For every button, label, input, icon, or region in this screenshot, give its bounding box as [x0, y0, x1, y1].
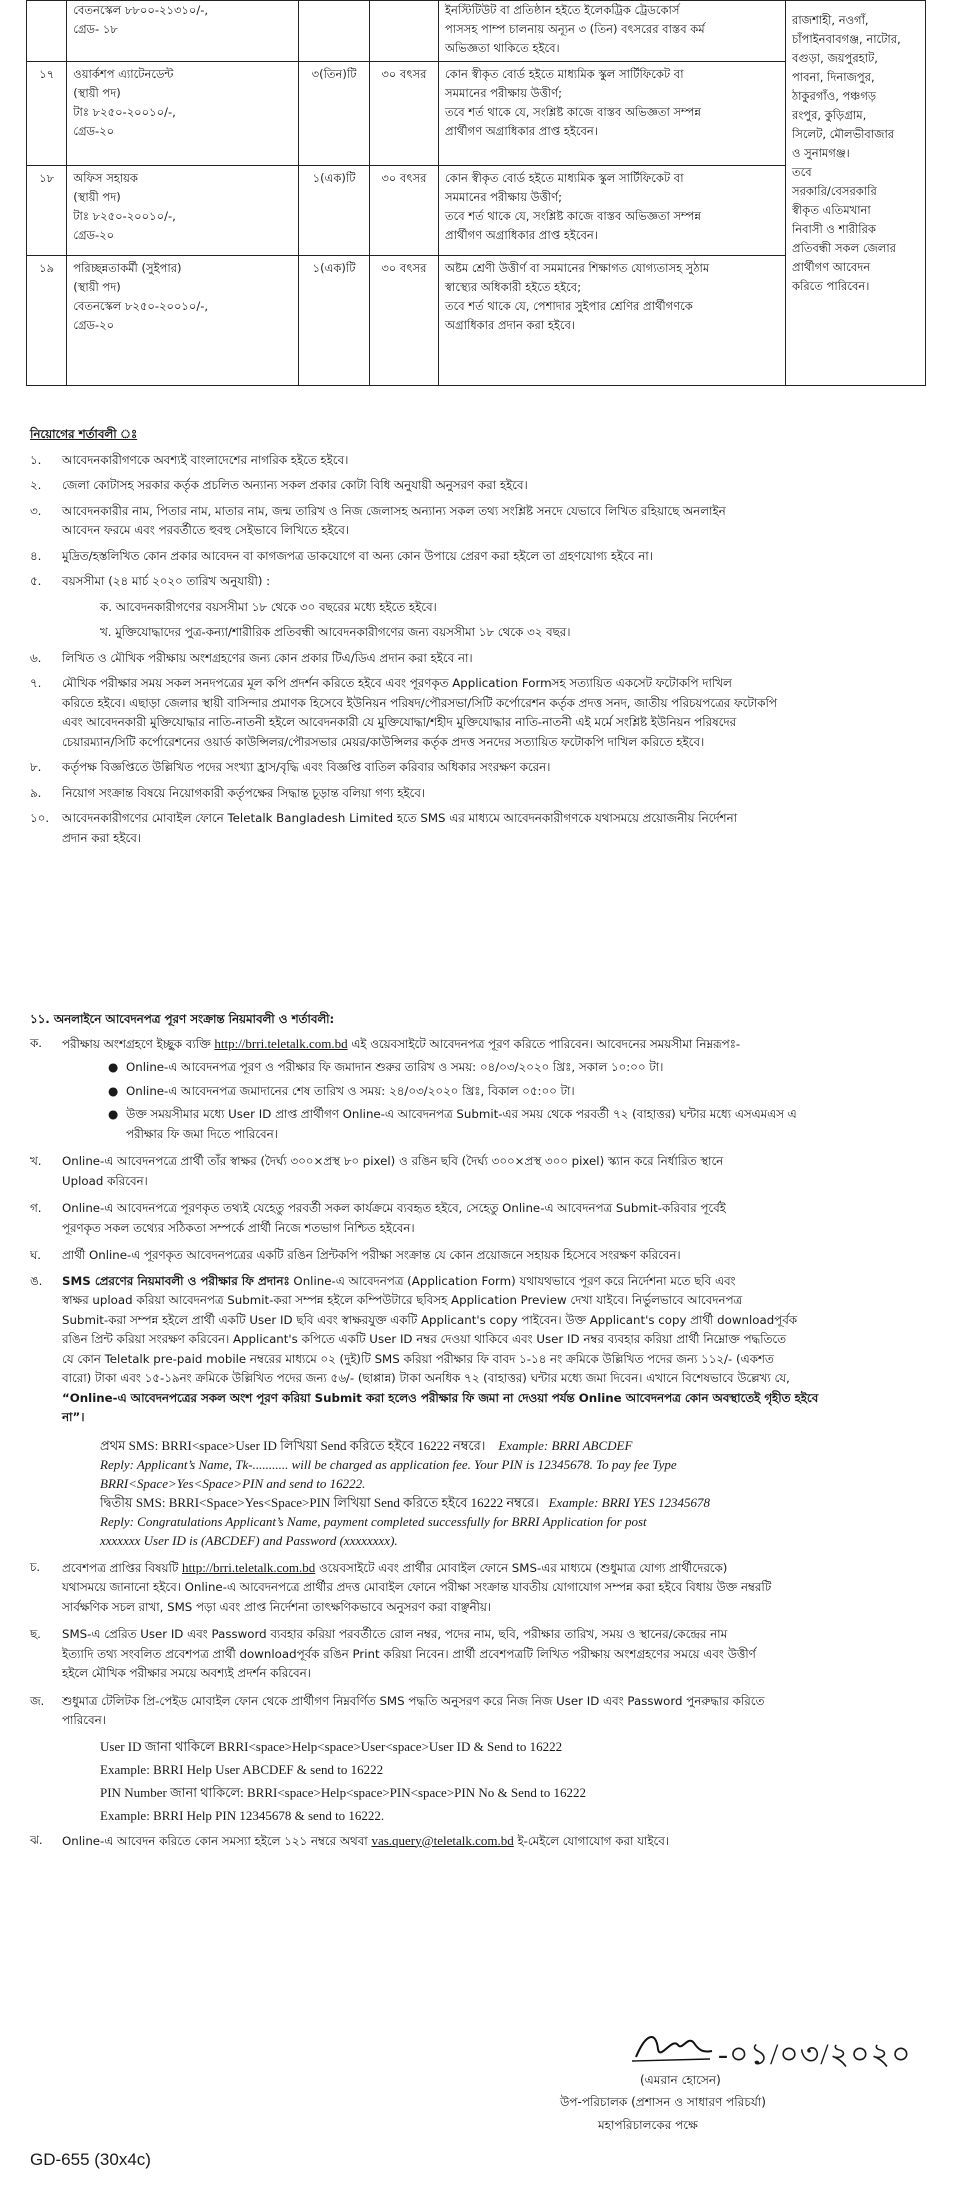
- condition-item: ৮. কর্তৃপক্ষ বিজ্ঞপ্তিতে উল্লিখিত পদের সংখ্যা হ্রাস/বৃদ্ধি এবং বিজ্ঞপ্তি বাতিল করিবার অধিকার সংরক্ষণ করেন।: [30, 760, 551, 774]
- schedule-bullet: ● Online-এ আবেদনপত্র পূরণ ও পরীক্ষার ফি জমাদান শুরুর তারিখ ও সময়: ০৪/০৩/২০২০ খ্রিঃ, সকাল ১০:০০ টা।: [30, 1058, 910, 1078]
- signature-date: -০১/০৩/২০২০: [718, 2038, 912, 2071]
- post-name-cell: অফিস সহায়ক (স্থায়ী পদ) টাঃ ৮২৫০-২০০১০/-, গ্রেড-২০: [67, 166, 299, 256]
- qty-cell: ৩(তিন)টি: [299, 62, 369, 166]
- post-name-cell: ওয়ার্কশপ এ্যাটেনডেন্ট (স্থায়ী পদ) টাঃ ৮২৫০-২০০১০/-, গ্রেড-২০: [67, 62, 299, 166]
- conditions-section: [30, 425, 910, 848]
- bullet-icon: ●: [108, 1060, 119, 1074]
- online-item-ga: গ. Online-এ আবেদনপত্রে পূরণকৃত তথ্যই যেহেতু পরবর্তী সকল কার্যক্রমে ব্যবহৃত হইবে, সেহেতু Online-এ আবেদনপত্র Submit-করিবার পূর্বেই পূরণকৃত সকল তথ্যের সঠিকতা সম্পর্কে প্রার্থী নিজে শতভাগ নিশ্চিত হইবেন।: [30, 1201, 726, 1235]
- sl-cell: ১৯: [27, 256, 67, 386]
- qualification-cell: কোন স্বীকৃত বোর্ড হইতে মাধ্যমিক স্কুল সার্টিফিকেট বা সমমানের পরীক্ষায় উত্তীর্ণ; তবে শর্ত থাকে যে, সংশ্লিষ্ট কাজে বাস্তব অভিজ্ঞতা সম্পন্ন প্রার্থীগণ অগ্রাধিকার প্রাপ্ত হইবেন।: [439, 62, 786, 166]
- online-item-gha: ঘ. প্রার্থী Online-এ পূরণকৃত আবেদনপত্রের একটি রঙিন প্রিন্টকপি পরীক্ষা সংক্রান্ত যে কোন প্রয়োজনে সহায়ক হিসেবে সংরক্ষণ করিবেন।: [30, 1248, 681, 1262]
- qualification-cell: অষ্টম শ্রেণী উত্তীর্ণ বা সমমানের শিক্ষাগত যোগ্যতাসহ সুঠাম স্বাস্থ্যের অধিকারী হইতে হইবে; তবে শর্ত থাকে যে, পেশাদার সুইপার শ্রেণির প্রার্থীগণকে অগ্রাধিকার প্রদান করা হইবে।: [439, 256, 786, 386]
- age-cell: [369, 1, 438, 62]
- online-item-ja: জ. শুধুমাত্র টেলিটক প্রি-পেইড মোবাইল ফোন থেকে প্রার্থীগণ নিম্নবর্ণিত SMS পদ্ধতি অনুসরণ করে নিজ নিজ User ID এবং Password পুনরুদ্ধার করিতে পারিবেন।: [30, 1693, 765, 1727]
- qualification-cell: কোন স্বীকৃত বোর্ড হইতে মাধ্যমিক স্কুল সার্টিফিকেট বা সমমানের পরীক্ষায় উত্তীর্ণ; তবে শর্ত থাকে যে, সংশ্লিষ্ট কাজে বাস্তব অভিজ্ঞতা সম্পন্ন প্রার্থীগণ অগ্রাধিকার প্রাপ্ত হইবেন।: [439, 166, 786, 256]
- age-cell: ৩০ বৎসর: [369, 166, 438, 256]
- post-name-cell: বেতনস্কেল ৮৮০০-২১৩১০/-, গ্রেড- ১৮: [67, 1, 299, 62]
- sms-first-reply: Reply: Applicant’s Name, Tk-........... will be charged as application fee. Your PIN is 12345678. To pay fee Type BRRI<Space>Yes<Space>PIN and send to 16222.: [100, 1456, 677, 1491]
- sms-second-reply: Reply: Congratulations Applicant’s Name, payment completed successfully for BRRI Application for post xxxxxxx User ID is (ABCDEF) and Password (xxxxxxxx).: [100, 1513, 647, 1548]
- age-cell: ৩০ বৎসর: [369, 256, 438, 386]
- signatory-on-behalf: মহাপরিচালকের পক্ষে: [598, 2118, 698, 2132]
- sl-cell: ১৭: [27, 62, 67, 166]
- bullet-icon: ●: [108, 1083, 119, 1098]
- online-item-jha: ঝ. Online-এ আবেদন করিতে কোন সমস্যা হইলে ১২১ নম্বরে অথবা vas.query@teletalk.com.bd ই-মেইলে যোগাযোগ করা যাইবে।: [30, 1832, 670, 1848]
- age-limit-b: খ. মুক্তিযোদ্ধাদের পুত্র-কন্যা/শারীরিক প্রতিবন্ধী আবেদনকারীগণের জন্য বয়সসীমা ১৮ থেকে ৩২ বছর।: [100, 625, 571, 639]
- sms-first: প্রথম SMS: BRRI<space>User ID লিখিয়া Send করিতে হইবে 16222 নম্বরে। Example: BRRI ABCDEF: [100, 1437, 633, 1453]
- signatory-title: উপ-পরিচালক (প্রশাসন ও সাধারণ পরিচর্যা): [560, 2095, 766, 2109]
- condition-item: ৫. বয়সসীমা (২৪ মার্চ ২০২০ তারিখ অনুযায়ী) :: [30, 574, 271, 588]
- qty-cell: ১(এক)টি: [299, 166, 369, 256]
- signatory-name: (এমরান হোসেন): [640, 2073, 721, 2087]
- gd-code: GD-655 (30x4c): [30, 2150, 151, 2169]
- schedule-bullet: ● Online-এ আবেদনপত্র জমাদানের শেষ তারিখ ও সময়: ২৪/০৩/২০২০ খ্রিঃ, বিকাল ০৫:০০ টা।: [30, 1082, 910, 1102]
- schedule-bullet: ● উক্ত সময়সীমার মধ্যে User ID প্রাপ্ত প্রার্থীগণ Online-এ আবেদনপত্র Submit-এর সময় থেকে পরবর্তী ৭২ (বাহাত্তর) ঘন্টার মধ্যে এসএমএস এ পরীক্ষার ফি জমা দিতে পারিবেন।: [108, 1107, 797, 1141]
- support-email-link[interactable]: vas.query@teletalk.com.bd: [371, 1832, 514, 1848]
- district-cell: রাজশাহী, নওগাঁ, চাঁপাইনবাবগঞ্জ, নাটোর, বগুড়া, জয়পুরহাট, পাবনা, দিনাজপুর, ঠাকুরগাঁও, পঞ্চগড় রংপুর, কুড়িগ্রাম, সিলেট, মৌলভীবাজার ও সুনামগঞ্জ। তবে সরকারি/বেসরকারি স্বীকৃত এতিমখানা নিবাসী ও শারীরিক প্রতিবন্ধী সকল জেলার প্রার্থীগণ আবেদন করিতে পারিবেন।: [786, 1, 926, 386]
- condition-item: ৭. মৌখিক পরীক্ষার সময় সকল সনদপত্রের মূল কপি প্রদর্শন করিতে হইবে এবং পূরণকৃত Application Formসহ সত্যায়িত একসেট ফটোকপি দাখিল করিতে হইবে। এছাড়া জেলার স্থায়ী বাসিন্দার প্রমাণক হিসেবে ইউনিয়ন পরিষদ/পৌরসভা/সিটি কর্পোরেশন কর্তৃক প্রদত্ত সনদ, জাতীয় পরিচয়পত্রের ফটোকপি এবং আবেদনকারী মুক্তিযোদ্ধার নাতি-নাতনী হইলে আবেদনকারী যে মুক্তিযোদ্ধা/শহীদ মুক্তিযোদ্ধার নাতি-নাতনী এই মর্মে সংশ্লিষ্ট ইউনিয়ন পরিষদের চেয়ারম্যান/সিটি কর্পোরেশনের ওয়ার্ড কাউন্সিলর/পৌরসভার মেয়র/কাউন্সিলর কর্তৃক প্রদত্ত সনদের সত্যায়িত ফটোকপি দাখিল করিতে হইবে।: [30, 676, 777, 749]
- sms-second: দ্বিতীয় SMS: BRRI<Space>Yes<Space>PIN লিখিয়া Send করিতে হইবে 16222 নম্বরে। Example: BRRI YES 12345678: [100, 1494, 710, 1510]
- table-row: [27, 1, 926, 62]
- sl-cell: [27, 1, 67, 62]
- condition-item: ৪. মুদ্রিত/হস্তলিখিত কোন প্রকার আবেদন বা কাগজপত্র ডাকযোগে বা অন্য কোন উপায়ে প্রেরণ করা হইলে তা গ্রহণযোগ্য হইবে না।: [30, 548, 653, 563]
- condition-item: ৩. আবেদনকারীর নাম, পিতার নাম, মাতার নাম, জন্ম তারিখ ও নিজ জেলাসহ অন্যান্য সকল তথ্য সংশ্লিষ্ট সনদে যেভাবে লিখিত রহিয়াছে অনলাইন আবেদন ফরমে এবং পরবর্তীতে হুবহু সেইভাবে লিখিতে হইবে।: [30, 503, 726, 537]
- condition-item: ৬. লিখিত ও মৌখিক পরীক্ষায় অংশগ্রহণের জন্য কোন প্রকার টিএ/ডিএ প্রদান করা হইবে না।: [30, 650, 473, 665]
- posts-table: [26, 0, 926, 386]
- website-link[interactable]: http://brri.teletalk.com.bd: [214, 1035, 348, 1051]
- bullet-icon: ●: [108, 1107, 119, 1121]
- age-limit-a: ক. আবেদনকারীগণের বয়সসীমা ১৮ থেকে ৩০ বছরের মধ্যে হইতে হইবে।: [100, 599, 437, 614]
- online-item-kha: খ. Online-এ আবেদনপত্রে প্রার্থী তাঁর স্বাক্ষর (দৈর্ঘ্য ৩০০×প্রস্থ ৮০ pixel) ও রঙিন ছবি (দৈর্ঘ্য ৩০০×প্রস্থ ৩০০ pixel) স্ক্যান করে নির্ধারিত স্থানে Upload করিবেন।: [30, 1154, 724, 1188]
- condition-item: ২. জেলা কোটাসহ সরকার কর্তৃক প্রচলিত অন্যান্য সকল প্রকার কোটা বিধি অনুযায়ী অনুসরণ করা হইবে।: [30, 478, 528, 492]
- recovery-sms: User ID জানা থাকিলে BRRI<space>Help<space>User<space>User ID & Send to 16222 Example: BRRI Help User ABCDEF & send to 16222 PIN Number জানা থাকিলে: BRRI<space>Help<space>PIN<space>PIN No & Send to 16222 Example: BRRI Help PIN 12345678 & send to 16222.: [100, 1738, 586, 1823]
- sl-cell: ১৮: [27, 166, 67, 256]
- online-item-cha: চ. প্রবেশপত্র প্রাপ্তির বিষয়টি http://brri.teletalk.com.bd ওয়েবসাইটে এবং প্রার্থীর মোবাইল ফোনে SMS-এর মাধ্যমে (শুধুমাত্র যোগ্য প্রার্থীদেরকে) যথাসময়ে জানানো হইবে। Online-এ আবেদনপত্রে প্রার্থীর প্রদত্ত মোবাইল ফোনে পরীক্ষা সংক্রান্ত যাবতীয় যোগাযোগ সম্পন্ন করা হইবে বিধায় উক্ত নম্বরটি সার্বক্ষণিক সচল রাখা, SMS পড়া এবং প্রাপ্ত নির্দেশনা তাৎক্ষণিকভাবে অনুসরণ করা বাঞ্ছনীয়।: [30, 1559, 772, 1614]
- age-cell: ৩০ বৎসর: [369, 62, 438, 166]
- qty-cell: ১(এক)টি: [299, 256, 369, 386]
- online-heading: ১১. অনলাইনে আবেদনপত্র পূরণ সংক্রান্ত নিয়মাবলী ও শর্তাবলী:: [30, 1012, 335, 1026]
- admit-card-link[interactable]: http://brri.teletalk.com.bd: [182, 1559, 316, 1575]
- condition-item: ৯. নিয়োগ সংক্রান্ত বিষয়ে নিয়োগকারী কর্তৃপক্ষের সিদ্ধান্ত চূড়ান্ত বলিয়া গণ্য হইবে।: [30, 785, 426, 800]
- condition-item: ১. আবেদনকারীগণকে অবশ্যই বাংলাদেশের নাগরিক হইতে হইবে।: [30, 452, 349, 467]
- conditions-heading: নিয়োগের শর্তাবলী ঃ: [30, 427, 138, 441]
- online-item-chha: ছ. SMS-এ প্রেরিত User ID এবং Password ব্যবহার করিয়া পরবর্তীতে রোল নম্বর, পদের নাম, ছবি, পরীক্ষার তারিখ, সময় ও স্থানের/কেন্দ্রের নাম ইত্যাদি তথ্য সংবলিত প্রবেশপত্র প্রার্থী downloadপূর্বক রঙিন Print করিয়া নিবেন। প্রার্থী প্রবেশপত্রটি লিখিত পরীক্ষায় অংশগ্রহণের সময়ে এবং উত্তীর্ণ হইলে মৌখিক পরীক্ষার সময়ে অবশ্যই প্রদর্শন করিবেন।: [30, 1627, 756, 1680]
- online-item-ka: ক. পরীক্ষায় অংশগ্রহণে ইচ্ছুক ব্যক্তি http://brri.teletalk.com.bd এই ওয়েবসাইটে আবেদনপত্র পূরণ করিতে পারিবেন। আবেদনের সময়সীমা নিম্নরূপঃ-: [30, 1035, 741, 1051]
- qualification-cell: ইনস্টিটিউট বা প্রতিষ্ঠান হইতে ইলেকট্রিক ট্রেডকোর্স পাসসহ পাম্প চালনায় অন্যূন ৩ (তিন) বৎসরের বাস্তব কর্ম অভিজ্ঞতা থাকিতে হইবে।: [439, 1, 786, 62]
- qty-cell: [299, 1, 369, 62]
- post-name-cell: পরিচ্ছন্নতাকর্মী (সুইপার) (স্থায়ী পদ) বেতনস্কেল ৮২৫০-২০০১০/-, গ্রেড-২০: [67, 256, 299, 386]
- condition-item: ১০. আবেদনকারীগণের মোবাইল ফোনে Teletalk Bangladesh Limited হতে SMS এর মাধ্যমে আবেদনকারীগণকে যথাসময়ে প্রয়োজনীয় নির্দেশনা প্রদান করা হইবে।: [30, 811, 738, 845]
- online-section: [30, 1010, 910, 1851]
- sms-instructions: [30, 1436, 910, 1550]
- online-item-uma: ঙ. SMS প্রেরণের নিয়মাবলী ও পরীক্ষার ফি প্রদানঃ Online-এ আবেদনপত্র (Application Form) যথাযথভাবে পূরণ করে নির্দেশনা মতে ছবি এবং স্বাক্ষর upload করিয়া আবেদনপত্র Submit-করা সম্পন্ন হইলে কম্পিউটারে ছবিসহ Application Preview দেখা যাইবে। নির্ভুলভাবে আবেদনপত্র Submit-করা সম্পন্ন হইলে প্রার্থী একটি User ID ছবি এবং স্বাক্ষরযুক্ত একটি Applicant's copy পাইবেন। উক্ত Applicant's copy প্রার্থী downloadপূর্বক রঙিন প্রিন্ট করিয়া সংরক্ষণ করিবেন। Applicant's কপিতে একটি User ID নম্বর দেওয়া থাকিবে এবং User ID নম্বর ব্যবহার করিয়া প্রার্থী নিম্নোক্ত পদ্ধতিতে যে কোন Teletalk pre-paid mobile নম্বরের মাধ্যমে ০২ (দুই)টি SMS করিয়া পরীক্ষার ফি বাবদ ১-১৪ নং ক্রমিকে উল্লিখিত পদের জন্য ১১২/- (একশত বারো) টাকা এবং ১৫-১৯নং ক্রমিকে উল্লিখিত পদের জন্য ৫৬/- (ছাপ্পান্ন) টাকা অনধিক ৭২ (বাহাত্তর) ঘন্টার মধ্যে জমা দিবেন। এখানে বিশেষভাবে উল্লেখ্য যে, “Online-এ আবেদনপত্রের সকল অংশ পূরণ করিয়া Submit করা হলেও পরীক্ষার ফি জমা না দেওয়া পর্যন্ত Online আবেদনপত্র কোন অবস্থাতেই গৃহীত হইবে না”।: [30, 1273, 819, 1424]
